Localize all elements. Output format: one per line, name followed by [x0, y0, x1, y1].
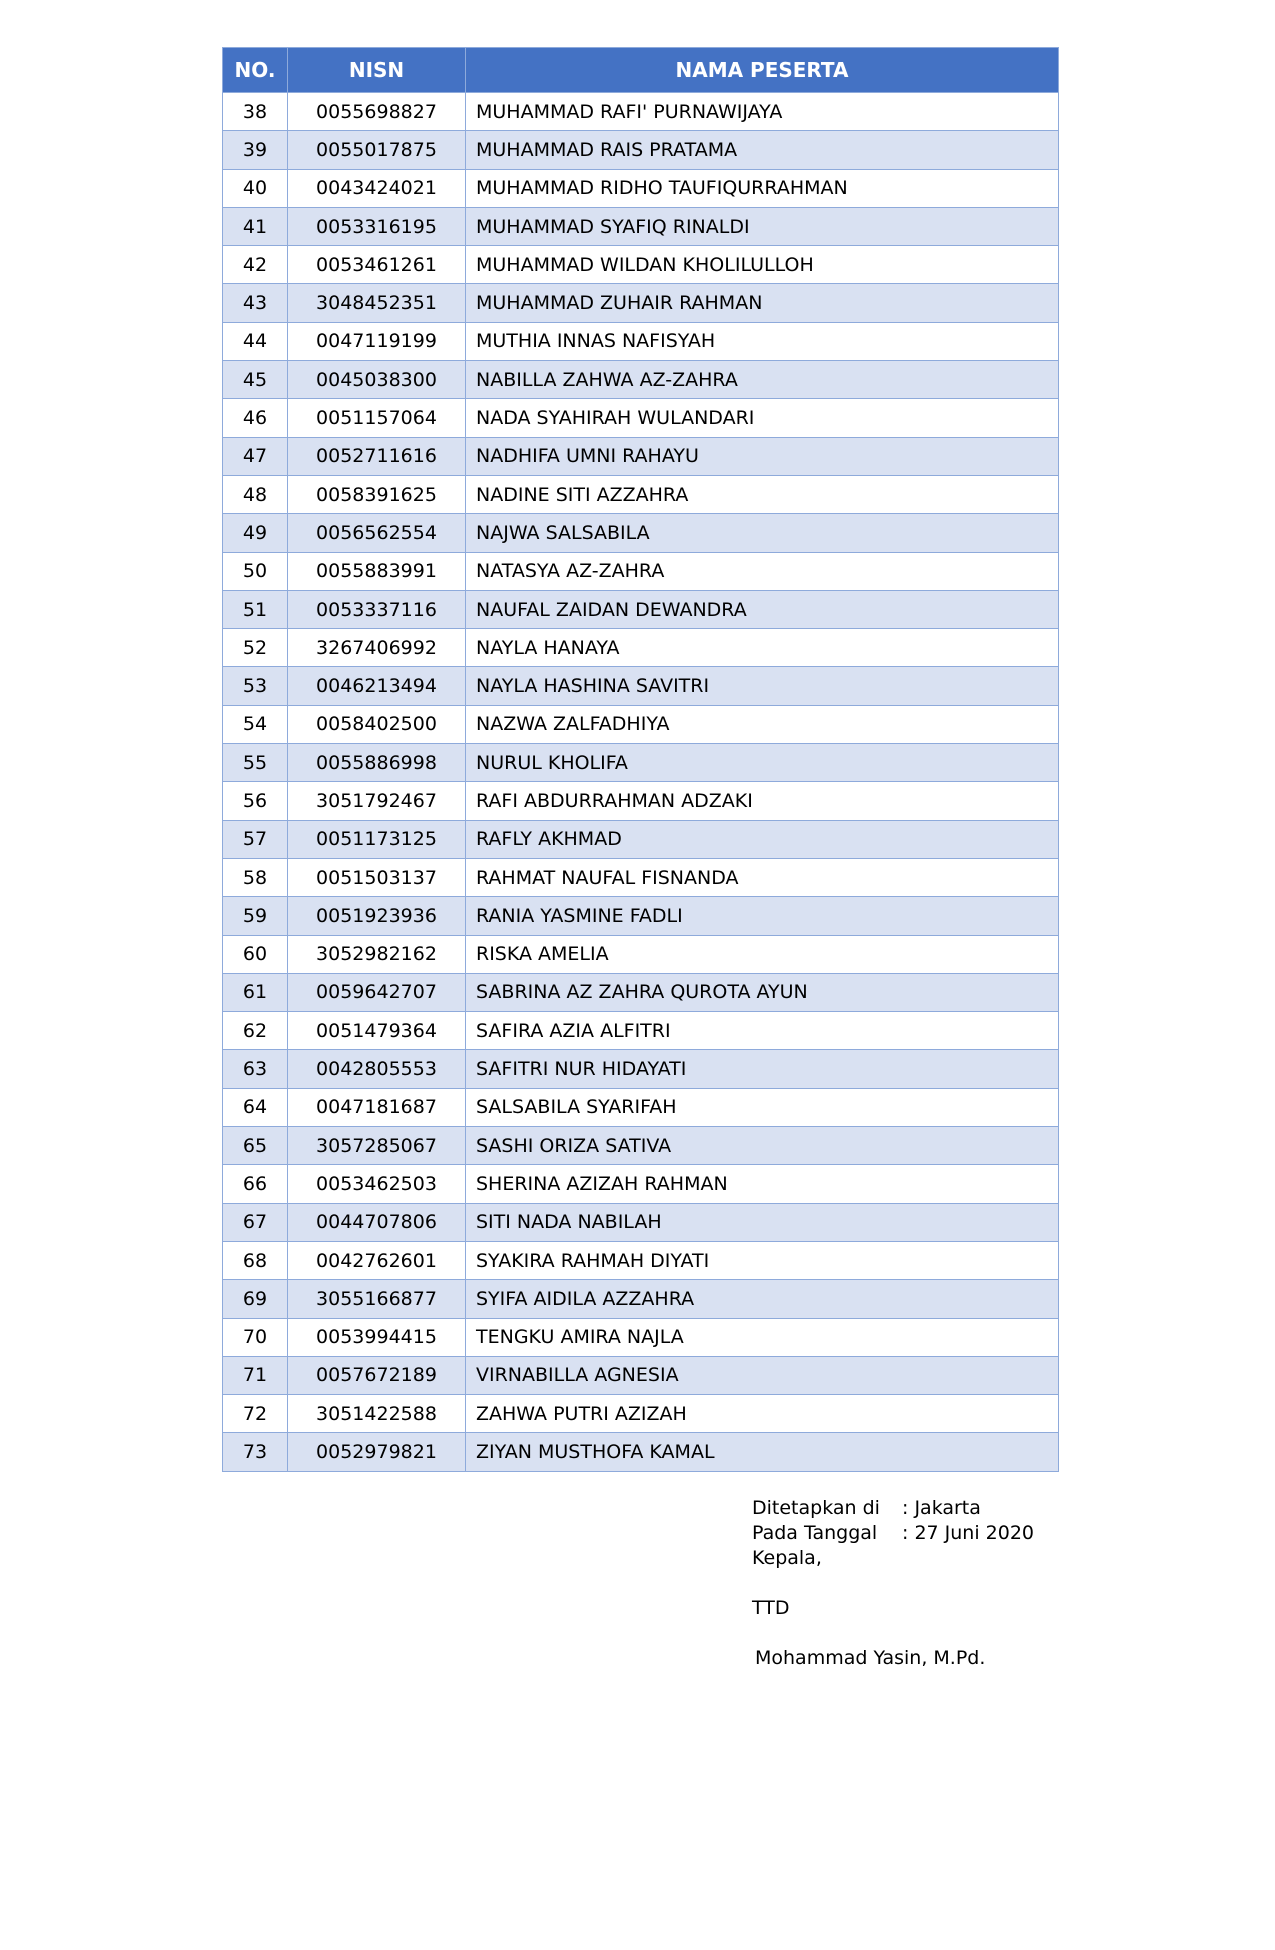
cell-nisn: 0059642707 — [288, 973, 466, 1011]
cell-name: RAHMAT NAUFAL FISNANDA — [466, 858, 1059, 896]
cell-no: 52 — [223, 629, 288, 667]
cell-name: MUHAMMAD ZUHAIR RAHMAN — [466, 284, 1059, 322]
cell-nisn: 3055166877 — [288, 1280, 466, 1318]
cell-nisn: 0055698827 — [288, 93, 466, 131]
cell-name: SASHI ORIZA SATIVA — [466, 1127, 1059, 1165]
cell-name: NATASYA AZ-ZAHRA — [466, 552, 1059, 590]
cell-no: 73 — [223, 1433, 288, 1471]
cell-no: 48 — [223, 475, 288, 513]
cell-no: 60 — [223, 935, 288, 973]
cell-no: 47 — [223, 437, 288, 475]
cell-nisn: 0044707806 — [288, 1203, 466, 1241]
position-title: Kepala, — [752, 1547, 822, 1569]
cell-no: 45 — [223, 361, 288, 399]
cell-name: SALSABILA SYARIFAH — [466, 1088, 1059, 1126]
cell-nisn: 0057672189 — [288, 1356, 466, 1394]
cell-no: 64 — [223, 1088, 288, 1126]
cell-name: NAJWA SALSABILA — [466, 514, 1059, 552]
cell-nisn: 3052982162 — [288, 935, 466, 973]
table-row — [223, 782, 1059, 820]
cell-name: SITI NADA NABILAH — [466, 1203, 1059, 1241]
cell-nisn: 0056562554 — [288, 514, 466, 552]
cell-no: 65 — [223, 1127, 288, 1165]
cell-name: RISKA AMELIA — [466, 935, 1059, 973]
table-row — [223, 1012, 1059, 1050]
table-row — [223, 1318, 1059, 1356]
cell-nisn: 0055886998 — [288, 744, 466, 782]
cell-no: 70 — [223, 1318, 288, 1356]
cell-name: MUHAMMAD RAFI' PURNAWIJAYA — [466, 93, 1059, 131]
cell-name: RAFLY AKHMAD — [466, 820, 1059, 858]
cell-nisn: 3267406992 — [288, 629, 466, 667]
table-row — [223, 246, 1059, 284]
cell-name: MUHAMMAD SYAFIQ RINALDI — [466, 207, 1059, 245]
table-row — [223, 1088, 1059, 1126]
cell-no: 61 — [223, 973, 288, 1011]
cell-name: SYIFA AIDILA AZZAHRA — [466, 1280, 1059, 1318]
table-row — [223, 361, 1059, 399]
cell-nisn: 0042805553 — [288, 1050, 466, 1088]
cell-name: NADINE SITI AZZAHRA — [466, 475, 1059, 513]
table-row — [223, 399, 1059, 437]
cell-nisn: 0053337116 — [288, 590, 466, 628]
table-row — [223, 1165, 1059, 1203]
cell-nisn: 3048452351 — [288, 284, 466, 322]
cell-no: 42 — [223, 246, 288, 284]
signed-mark: TTD — [752, 1597, 790, 1619]
table-row — [223, 820, 1059, 858]
cell-name: SHERINA AZIZAH RAHMAN — [466, 1165, 1059, 1203]
cell-name: NAZWA ZALFADHIYA — [466, 705, 1059, 743]
cell-nisn: 0045038300 — [288, 361, 466, 399]
table-row — [223, 935, 1059, 973]
header-no: NO. — [223, 48, 288, 93]
table-row — [223, 1356, 1059, 1394]
cell-nisn: 3057285067 — [288, 1127, 466, 1165]
header-nisn: NISN — [288, 48, 466, 93]
cell-nisn: 0047119199 — [288, 322, 466, 360]
cell-no: 55 — [223, 744, 288, 782]
cell-no: 66 — [223, 1165, 288, 1203]
cell-no: 62 — [223, 1012, 288, 1050]
cell-no: 72 — [223, 1395, 288, 1433]
cell-no: 51 — [223, 590, 288, 628]
table-row — [223, 667, 1059, 705]
table-row — [223, 437, 1059, 475]
cell-name: MUHAMMAD RAIS PRATAMA — [466, 131, 1059, 169]
cell-nisn: 0042762601 — [288, 1241, 466, 1279]
date-value: : 27 Juni 2020 — [902, 1522, 1035, 1544]
cell-nisn: 3051792467 — [288, 782, 466, 820]
cell-no: 69 — [223, 1280, 288, 1318]
cell-name: NABILLA ZAHWA AZ-ZAHRA — [466, 361, 1059, 399]
date-label: Pada Tanggal — [752, 1522, 878, 1544]
table-row — [223, 284, 1059, 322]
cell-name: RANIA YASMINE FADLI — [466, 897, 1059, 935]
table-header — [223, 48, 1059, 93]
cell-no: 39 — [223, 131, 288, 169]
cell-no: 41 — [223, 207, 288, 245]
cell-nisn: 0047181687 — [288, 1088, 466, 1126]
table-row — [223, 1050, 1059, 1088]
table-body — [223, 93, 1059, 1472]
table-row — [223, 322, 1059, 360]
cell-name: ZAHWA PUTRI AZIZAH — [466, 1395, 1059, 1433]
signature-spacer — [752, 1621, 1034, 1646]
cell-nisn: 0051157064 — [288, 399, 466, 437]
cell-no: 56 — [223, 782, 288, 820]
place-line — [752, 1496, 1034, 1521]
table-row — [223, 1433, 1059, 1471]
table-row — [223, 169, 1059, 207]
cell-no: 71 — [223, 1356, 288, 1394]
header-row — [223, 48, 1059, 93]
cell-no: 43 — [223, 284, 288, 322]
cell-no: 67 — [223, 1203, 288, 1241]
table-row — [223, 475, 1059, 513]
cell-no: 38 — [223, 93, 288, 131]
cell-nisn: 0051923936 — [288, 897, 466, 935]
cell-nisn: 0058402500 — [288, 705, 466, 743]
cell-nisn: 0051503137 — [288, 858, 466, 896]
header-name: NAMA PESERTA — [466, 48, 1059, 93]
cell-nisn: 0053316195 — [288, 207, 466, 245]
table-row — [223, 93, 1059, 131]
cell-nisn: 0051173125 — [288, 820, 466, 858]
table-row — [223, 629, 1059, 667]
cell-name: ZIYAN MUSTHOFA KAMAL — [466, 1433, 1059, 1471]
cell-no: 49 — [223, 514, 288, 552]
cell-no: 58 — [223, 858, 288, 896]
signer-name: Mohammad Yasin, M.Pd. — [755, 1647, 986, 1669]
table-row — [223, 744, 1059, 782]
cell-no: 46 — [223, 399, 288, 437]
table-row — [223, 552, 1059, 590]
table-row — [223, 590, 1059, 628]
table-row — [223, 1241, 1059, 1279]
cell-name: NURUL KHOLIFA — [466, 744, 1059, 782]
cell-no: 44 — [223, 322, 288, 360]
table-row — [223, 1395, 1059, 1433]
cell-no: 40 — [223, 169, 288, 207]
cell-name: MUHAMMAD WILDAN KHOLILULLOH — [466, 246, 1059, 284]
cell-name: SYAKIRA RAHMAH DIYATI — [466, 1241, 1059, 1279]
cell-no: 68 — [223, 1241, 288, 1279]
signature-block — [752, 1496, 1034, 1671]
cell-nisn: 0053994415 — [288, 1318, 466, 1356]
cell-nisn: 0053462503 — [288, 1165, 466, 1203]
signature-spacer — [752, 1571, 1034, 1596]
table-row — [223, 705, 1059, 743]
cell-nisn: 3051422588 — [288, 1395, 466, 1433]
table-row — [223, 973, 1059, 1011]
cell-name: RAFI ABDURRAHMAN ADZAKI — [466, 782, 1059, 820]
place-value: : Jakarta — [902, 1497, 981, 1519]
table-row — [223, 897, 1059, 935]
cell-name: NAYLA HASHINA SAVITRI — [466, 667, 1059, 705]
cell-no: 54 — [223, 705, 288, 743]
cell-nisn: 0055883991 — [288, 552, 466, 590]
cell-name: NAUFAL ZAIDAN DEWANDRA — [466, 590, 1059, 628]
table-row — [223, 858, 1059, 896]
cell-nisn: 0052979821 — [288, 1433, 466, 1471]
cell-no: 59 — [223, 897, 288, 935]
table-row — [223, 131, 1059, 169]
participant-table — [222, 47, 1059, 1472]
cell-name: VIRNABILLA AGNESIA — [466, 1356, 1059, 1394]
table-row — [223, 1203, 1059, 1241]
table-row — [223, 1127, 1059, 1165]
table-row — [223, 514, 1059, 552]
cell-name: NAYLA HANAYA — [466, 629, 1059, 667]
date-line — [752, 1521, 1034, 1546]
cell-name: NADHIFA UMNI RAHAYU — [466, 437, 1059, 475]
cell-nisn: 0043424021 — [288, 169, 466, 207]
cell-no: 57 — [223, 820, 288, 858]
table-row — [223, 1280, 1059, 1318]
cell-nisn: 0052711616 — [288, 437, 466, 475]
cell-nisn: 0053461261 — [288, 246, 466, 284]
cell-nisn: 0046213494 — [288, 667, 466, 705]
cell-name: NADA SYAHIRAH WULANDARI — [466, 399, 1059, 437]
cell-name: MUTHIA INNAS NAFISYAH — [466, 322, 1059, 360]
cell-nisn: 0051479364 — [288, 1012, 466, 1050]
cell-name: SAFITRI NUR HIDAYATI — [466, 1050, 1059, 1088]
cell-no: 53 — [223, 667, 288, 705]
table-row — [223, 207, 1059, 245]
cell-name: MUHAMMAD RIDHO TAUFIQURRAHMAN — [466, 169, 1059, 207]
cell-name: SABRINA AZ ZAHRA QUROTA AYUN — [466, 973, 1059, 1011]
cell-nisn: 0058391625 — [288, 475, 466, 513]
cell-name: TENGKU AMIRA NAJLA — [466, 1318, 1059, 1356]
cell-nisn: 0055017875 — [288, 131, 466, 169]
cell-no: 50 — [223, 552, 288, 590]
cell-name: SAFIRA AZIA ALFITRI — [466, 1012, 1059, 1050]
place-label: Ditetapkan di — [752, 1497, 880, 1519]
cell-no: 63 — [223, 1050, 288, 1088]
